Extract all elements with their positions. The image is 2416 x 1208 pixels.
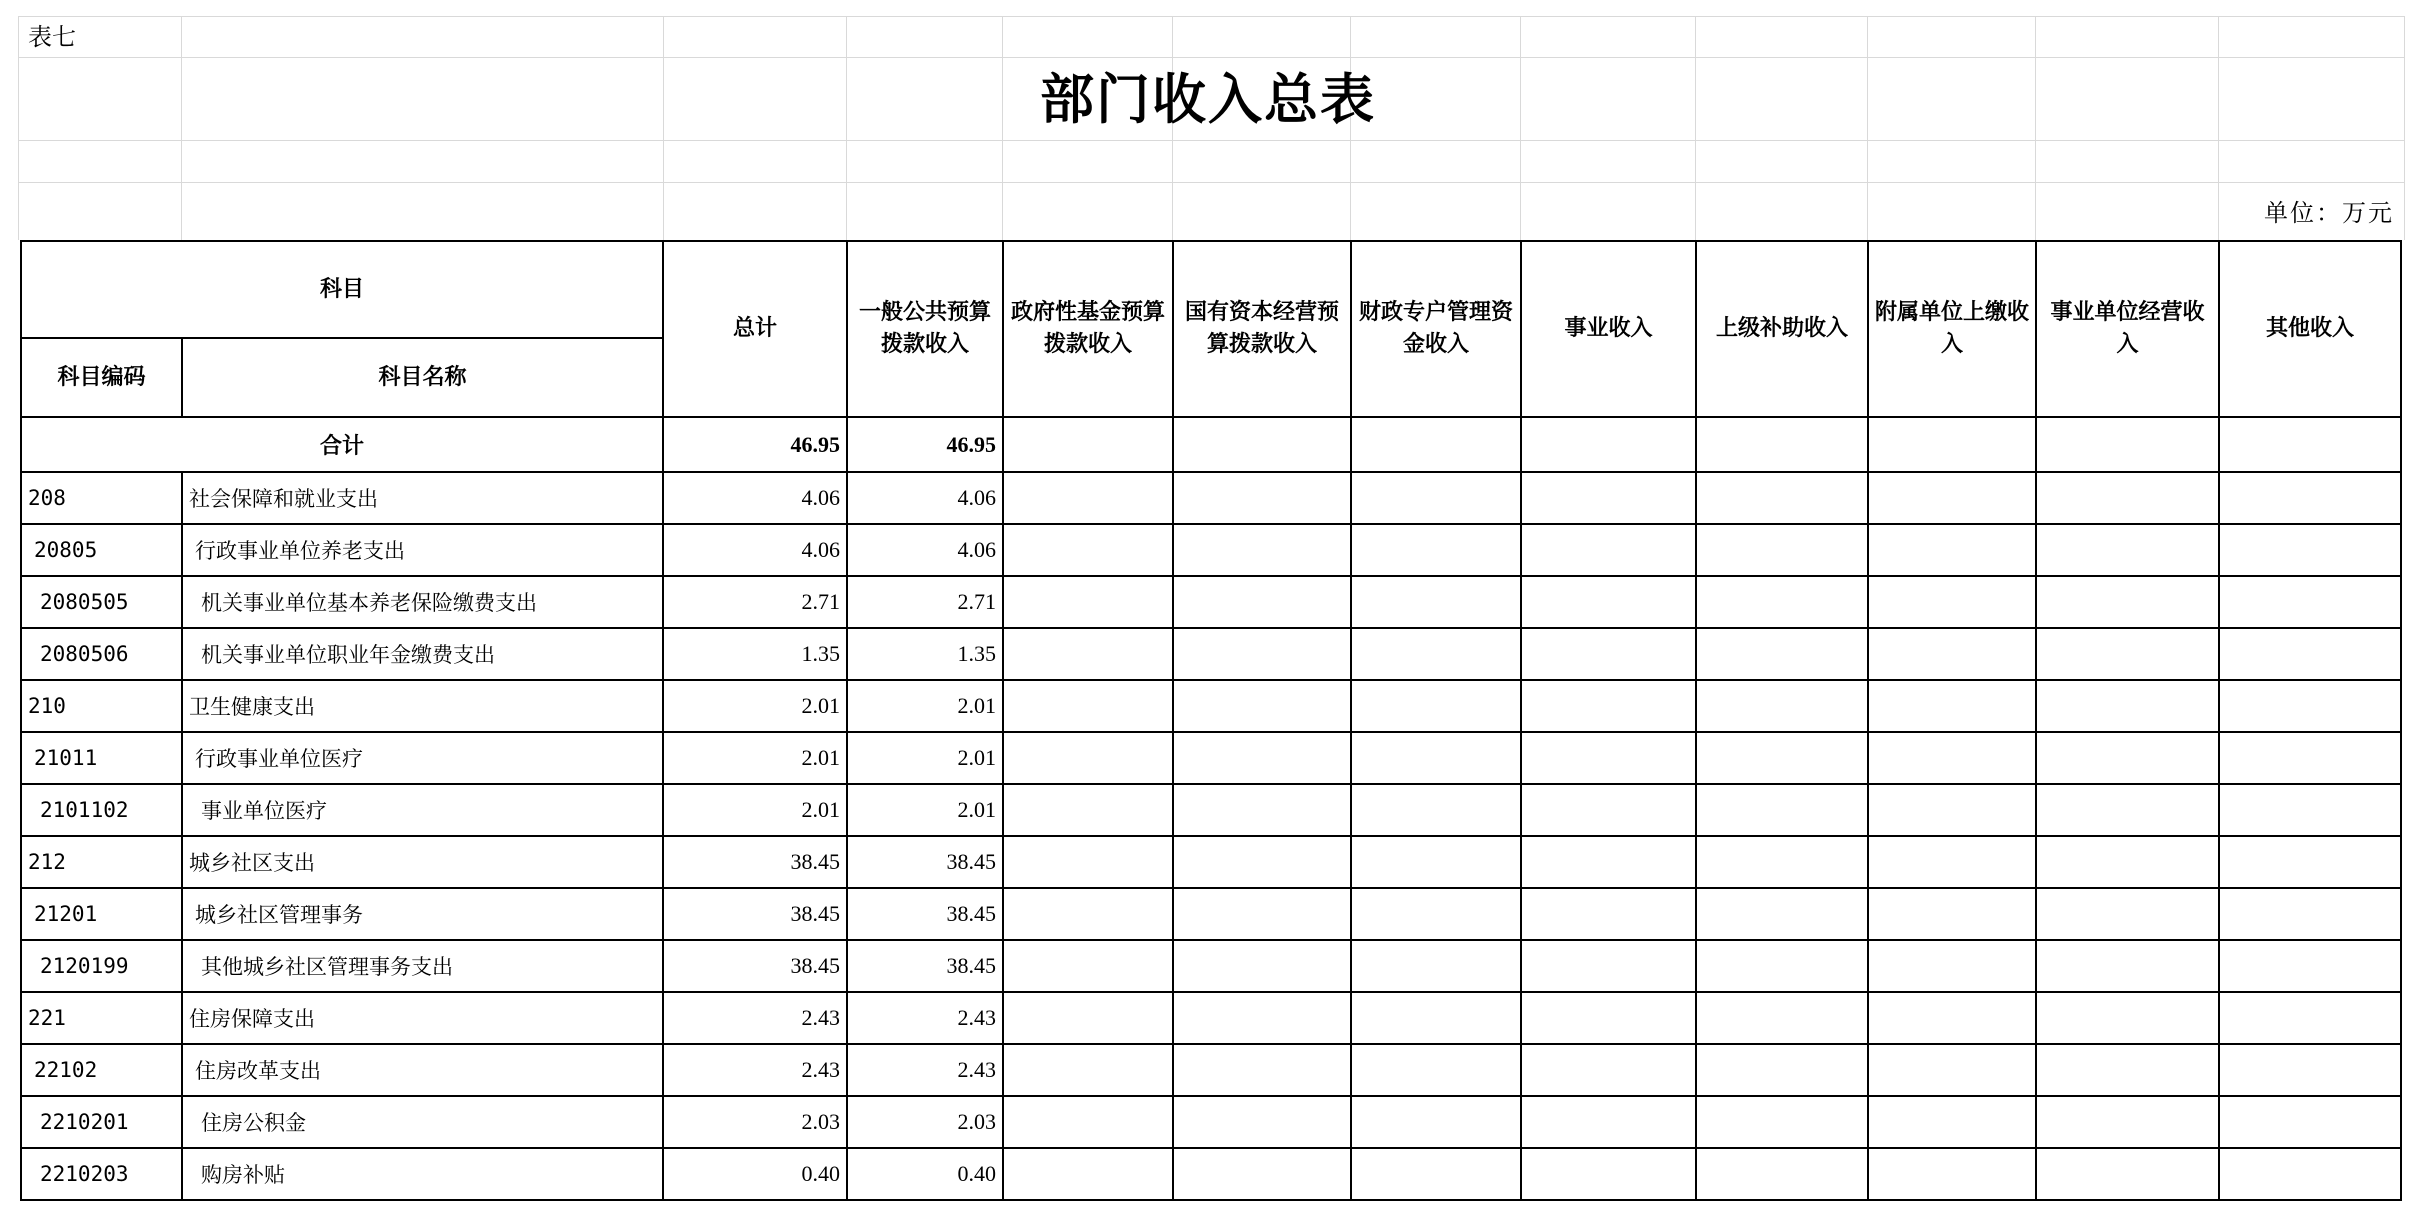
summary-cell (1868, 417, 2036, 472)
table-row (21, 992, 2401, 1044)
value-cell: 4.06 (847, 524, 1003, 576)
subject-name-cell: 机关事业单位职业年金缴费支出 (182, 628, 663, 680)
value-cell (1696, 628, 1868, 680)
value-cell (1003, 888, 1173, 940)
value-cell: 2.43 (847, 992, 1003, 1044)
value-cell (2219, 524, 2401, 576)
table-row (21, 836, 2401, 888)
subject-code-cell: 2210203 (21, 1148, 182, 1200)
subject-name-cell: 社会保障和就业支出 (182, 472, 663, 524)
value-cell (1521, 940, 1696, 992)
value-cell (1696, 940, 1868, 992)
value-cell (1173, 1044, 1351, 1096)
subject-name-cell: 卫生健康支出 (182, 680, 663, 732)
value-cell (1351, 1044, 1521, 1096)
value-cell (1173, 1148, 1351, 1200)
value-cell (1696, 680, 1868, 732)
value-cell: 38.45 (847, 940, 1003, 992)
value-cell (1521, 524, 1696, 576)
value-cell (1003, 524, 1173, 576)
value-cell (1003, 732, 1173, 784)
value-cell: 2.03 (847, 1096, 1003, 1148)
value-cell (1521, 628, 1696, 680)
value-cell (2036, 1148, 2219, 1200)
value-cell: 38.45 (663, 888, 847, 940)
header-col-3: 国有资本经营预算拨款收入 (1173, 241, 1351, 417)
gridline-horizontal (18, 182, 2404, 183)
header-col-0: 总计 (663, 241, 847, 417)
subject-code-cell: 212 (21, 836, 182, 888)
value-cell (1521, 1148, 1696, 1200)
value-cell: 2.43 (663, 992, 847, 1044)
value-cell: 38.45 (663, 940, 847, 992)
value-cell (2219, 1096, 2401, 1148)
value-cell (1003, 836, 1173, 888)
value-cell: 1.35 (847, 628, 1003, 680)
value-cell (1351, 836, 1521, 888)
value-cell: 2.01 (847, 680, 1003, 732)
value-cell (1351, 1096, 1521, 1148)
value-cell (1868, 836, 2036, 888)
value-cell: 2.71 (847, 576, 1003, 628)
value-cell (1173, 1096, 1351, 1148)
value-cell (2036, 888, 2219, 940)
subject-name-cell: 机关事业单位基本养老保险缴费支出 (182, 576, 663, 628)
subject-code-cell: 210 (21, 680, 182, 732)
value-cell (1521, 680, 1696, 732)
value-cell (1351, 940, 1521, 992)
value-cell (1696, 784, 1868, 836)
value-cell (2036, 940, 2219, 992)
summary-cell (1521, 417, 1696, 472)
value-cell (1003, 992, 1173, 1044)
value-cell: 2.71 (663, 576, 847, 628)
value-cell: 2.43 (847, 1044, 1003, 1096)
table-row (21, 472, 2401, 524)
subject-name-cell: 行政事业单位养老支出 (182, 524, 663, 576)
value-cell (1696, 992, 1868, 1044)
value-cell (1173, 888, 1351, 940)
header-col-8: 事业单位经营收入 (2036, 241, 2219, 417)
value-cell (2219, 836, 2401, 888)
subject-name-cell: 城乡社区支出 (182, 836, 663, 888)
subject-name-cell: 购房补贴 (182, 1148, 663, 1200)
table-row (21, 680, 2401, 732)
gridline-horizontal (18, 140, 2404, 141)
subject-code-cell: 2120199 (21, 940, 182, 992)
value-cell (2219, 1148, 2401, 1200)
table-number-label: 表七 (28, 23, 76, 51)
value-cell (1003, 940, 1173, 992)
value-cell (1003, 1044, 1173, 1096)
value-cell (2036, 576, 2219, 628)
table-row (21, 784, 2401, 836)
value-cell (1003, 1096, 1173, 1148)
header-col-1: 一般公共预算拨款收入 (847, 241, 1003, 417)
value-cell: 2.03 (663, 1096, 847, 1148)
header-subject-code: 科目编码 (21, 338, 182, 417)
table-row (21, 576, 2401, 628)
value-cell (1003, 628, 1173, 680)
value-cell: 1.35 (663, 628, 847, 680)
value-cell (1868, 1148, 2036, 1200)
subject-code-cell: 22102 (21, 1044, 182, 1096)
value-cell (1351, 680, 1521, 732)
value-cell (2219, 992, 2401, 1044)
value-cell (1696, 732, 1868, 784)
value-cell (1003, 784, 1173, 836)
header-row-1 (21, 241, 2401, 338)
value-cell (2219, 680, 2401, 732)
value-cell (1868, 524, 2036, 576)
value-cell (1696, 836, 1868, 888)
value-cell: 0.40 (847, 1148, 1003, 1200)
value-cell (1003, 680, 1173, 732)
value-cell: 4.06 (663, 524, 847, 576)
value-cell (1868, 1096, 2036, 1148)
value-cell (1521, 1096, 1696, 1148)
header-subject-name: 科目名称 (182, 338, 663, 417)
header-col-5: 事业收入 (1521, 241, 1696, 417)
value-cell (1351, 888, 1521, 940)
summary-cell (1003, 417, 1173, 472)
header-col-4: 财政专户管理资金收入 (1351, 241, 1521, 417)
subject-code-cell: 208 (21, 472, 182, 524)
subject-code-cell: 221 (21, 992, 182, 1044)
summary-label: 合计 (21, 417, 663, 472)
subject-code-cell: 2080506 (21, 628, 182, 680)
summary-cell: 46.95 (663, 417, 847, 472)
value-cell (2036, 524, 2219, 576)
table-row (21, 1148, 2401, 1200)
value-cell (1868, 784, 2036, 836)
summary-cell: 46.95 (847, 417, 1003, 472)
value-cell: 38.45 (847, 836, 1003, 888)
value-cell (1521, 576, 1696, 628)
value-cell (2219, 732, 2401, 784)
unit-label: 单位：万元 (2264, 199, 2394, 227)
page-title: 部门收入总表 (1040, 67, 1376, 131)
subject-name-cell: 住房公积金 (182, 1096, 663, 1148)
value-cell: 2.43 (663, 1044, 847, 1096)
value-cell (1003, 1148, 1173, 1200)
subject-code-cell: 2101102 (21, 784, 182, 836)
table-row (21, 888, 2401, 940)
value-cell (2219, 888, 2401, 940)
value-cell (2219, 472, 2401, 524)
table-row (21, 940, 2401, 992)
value-cell (1868, 732, 2036, 784)
value-cell (1351, 576, 1521, 628)
value-cell: 2.01 (847, 784, 1003, 836)
value-cell (1696, 524, 1868, 576)
value-cell (1173, 680, 1351, 732)
value-cell (1351, 1148, 1521, 1200)
value-cell (2219, 940, 2401, 992)
value-cell (1351, 524, 1521, 576)
value-cell (1173, 836, 1351, 888)
summary-cell (2219, 417, 2401, 472)
value-cell (1696, 1044, 1868, 1096)
header-col-9: 其他收入 (2219, 241, 2401, 417)
summary-cell (1696, 417, 1868, 472)
value-cell (2036, 992, 2219, 1044)
value-cell (1696, 888, 1868, 940)
value-cell (1351, 992, 1521, 1044)
summary-cell (1351, 417, 1521, 472)
summary-cell (2036, 417, 2219, 472)
subject-name-cell: 事业单位医疗 (182, 784, 663, 836)
table-body (21, 241, 2401, 1200)
value-cell (1868, 680, 2036, 732)
value-cell (1868, 940, 2036, 992)
value-cell (1351, 784, 1521, 836)
summary-row (21, 417, 2401, 472)
value-cell (2036, 836, 2219, 888)
subject-code-cell: 21201 (21, 888, 182, 940)
value-cell (2036, 732, 2219, 784)
subject-code-cell: 21011 (21, 732, 182, 784)
gridline-horizontal (18, 16, 2404, 17)
value-cell (2219, 628, 2401, 680)
value-cell (1173, 524, 1351, 576)
subject-name-cell: 其他城乡社区管理事务支出 (182, 940, 663, 992)
value-cell (1696, 576, 1868, 628)
header-col-6: 上级补助收入 (1696, 241, 1868, 417)
gridline-horizontal (18, 57, 2404, 58)
value-cell (2036, 680, 2219, 732)
value-cell (1521, 732, 1696, 784)
value-cell (2036, 1044, 2219, 1096)
value-cell (1173, 940, 1351, 992)
subject-code-cell: 2210201 (21, 1096, 182, 1148)
value-cell: 38.45 (663, 836, 847, 888)
value-cell (1173, 628, 1351, 680)
value-cell (1868, 992, 2036, 1044)
subject-name-cell: 行政事业单位医疗 (182, 732, 663, 784)
value-cell (1868, 888, 2036, 940)
value-cell (1173, 992, 1351, 1044)
value-cell (2219, 784, 2401, 836)
value-cell (1173, 472, 1351, 524)
value-cell (2036, 628, 2219, 680)
value-cell (1521, 472, 1696, 524)
value-cell: 2.01 (847, 732, 1003, 784)
value-cell: 4.06 (847, 472, 1003, 524)
header-col-2: 政府性基金预算拨款收入 (1003, 241, 1173, 417)
table-row (21, 1044, 2401, 1096)
table-row (21, 628, 2401, 680)
header-subject-group: 科目 (21, 241, 663, 338)
value-cell (2036, 784, 2219, 836)
value-cell: 38.45 (847, 888, 1003, 940)
value-cell: 2.01 (663, 680, 847, 732)
value-cell (1868, 1044, 2036, 1096)
value-cell (1521, 836, 1696, 888)
value-cell (1521, 992, 1696, 1044)
value-cell (2219, 576, 2401, 628)
value-cell: 2.01 (663, 732, 847, 784)
subject-code-cell: 2080505 (21, 576, 182, 628)
header-col-7: 附属单位上缴收入 (1868, 241, 2036, 417)
subject-name-cell: 住房保障支出 (182, 992, 663, 1044)
value-cell (1521, 784, 1696, 836)
subject-code-cell: 20805 (21, 524, 182, 576)
value-cell (1173, 576, 1351, 628)
value-cell: 2.01 (663, 784, 847, 836)
value-cell (1696, 1148, 1868, 1200)
table-row (21, 1096, 2401, 1148)
value-cell (1173, 732, 1351, 784)
value-cell (1173, 784, 1351, 836)
value-cell (2219, 1044, 2401, 1096)
value-cell (1521, 1044, 1696, 1096)
value-cell (1351, 472, 1521, 524)
subject-name-cell: 城乡社区管理事务 (182, 888, 663, 940)
value-cell (1868, 628, 2036, 680)
table-row (21, 732, 2401, 784)
value-cell (1003, 576, 1173, 628)
value-cell (1868, 576, 2036, 628)
income-summary-table (20, 240, 2402, 1201)
value-cell (1003, 472, 1173, 524)
table-row (21, 524, 2401, 576)
value-cell: 4.06 (663, 472, 847, 524)
subject-name-cell: 住房改革支出 (182, 1044, 663, 1096)
value-cell (1351, 732, 1521, 784)
value-cell (1351, 628, 1521, 680)
value-cell (1521, 888, 1696, 940)
value-cell: 0.40 (663, 1148, 847, 1200)
value-cell (1696, 1096, 1868, 1148)
value-cell (2036, 1096, 2219, 1148)
value-cell (1868, 472, 2036, 524)
summary-cell (1173, 417, 1351, 472)
value-cell (1696, 472, 1868, 524)
value-cell (2036, 472, 2219, 524)
